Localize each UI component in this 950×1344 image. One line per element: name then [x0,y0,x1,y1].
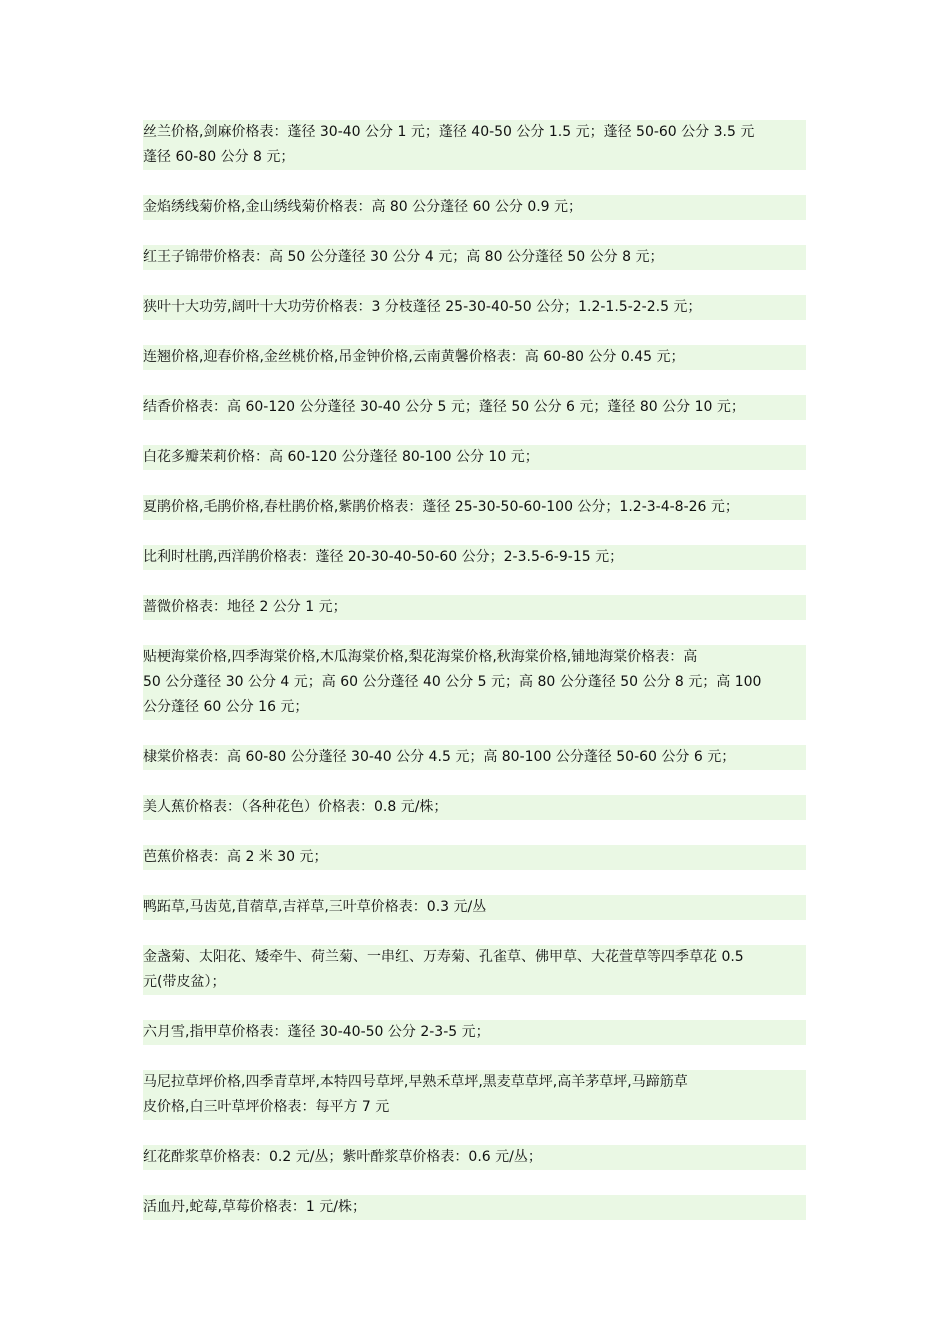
price-entry: 美人蕉价格表：（各种花色）价格表：0.8 元/株； [143,795,806,820]
price-entry: 六月雪,指甲草价格表：蓬径 30-40-50 公分 2-3-5 元； [143,1020,806,1045]
price-entry: 鸭跖草,马齿苋,苜蓿草,吉祥草,三叶草价格表：0.3 元/丛 [143,895,806,920]
price-entry: 蔷微价格表：地径 2 公分 1 元； [143,595,806,620]
price-entry: 狭叶十大功劳,阔叶十大功劳价格表：3 分枝蓬径 25-30-40-50 公分；1.2-1.5-2-2.5 元； [143,295,806,320]
price-entry: 贴梗海棠价格,四季海棠价格,木瓜海棠价格,梨花海棠价格,秋海棠价格,铺地海棠价格表：高 50 公分蓬径 30 公分 4 元；高 60 公分蓬径 40 公分 5 元；高 80 公分蓬径 50 公分 8 元；高 100 公分蓬径 60 公分 16 元； [143,645,806,720]
price-entry: 马尼拉草坪价格,四季青草坪,本特四号草坪,早熟禾草坪,黑麦草草坪,高羊茅草坪,马蹄筋草 皮价格,白三叶草坪价格表：每平方 7 元 [143,1070,806,1120]
price-entry: 丝兰价格,剑麻价格表：蓬径 30-40 公分 1 元；蓬径 40-50 公分 1.5 元；蓬径 50-60 公分 3.5 元 蓬径 60-80 公分 8 元； [143,120,806,170]
price-entry: 金盏菊、太阳花、矮牵牛、荷兰菊、一串红、万寿菊、孔雀草、佛甲草、大花萱草等四季草花 0.5 元(带皮盆）； [143,945,806,995]
price-entry: 结香价格表：高 60-120 公分蓬径 30-40 公分 5 元；蓬径 50 公分 6 元；蓬径 80 公分 10 元； [143,395,806,420]
price-entry: 金焰绣线菊价格,金山绣线菊价格表：高 80 公分蓬径 60 公分 0.9 元； [143,195,806,220]
price-entry: 比利时杜鹃,西洋鹃价格表：蓬径 20-30-40-50-60 公分；2-3.5-6-9-15 元； [143,545,806,570]
price-entry: 红王子锦带价格表：高 50 公分蓬径 30 公分 4 元；高 80 公分蓬径 50 公分 8 元； [143,245,806,270]
price-entry: 连翘价格,迎春价格,金丝桃价格,吊金钟价格,云南黄馨价格表：高 60-80 公分 0.45 元； [143,345,806,370]
price-list [143,120,806,1245]
price-entry: 芭蕉价格表：高 2 米 30 元； [143,845,806,870]
price-entry: 白花多瓣茉莉价格：高 60-120 公分蓬径 80-100 公分 10 元； [143,445,806,470]
price-entry: 棣棠价格表：高 60-80 公分蓬径 30-40 公分 4.5 元；高 80-100 公分蓬径 50-60 公分 6 元； [143,745,806,770]
price-entry: 红花酢浆草价格表：0.2 元/丛；紫叶酢浆草价格表：0.6 元/丛； [143,1145,806,1170]
price-entry: 活血丹,蛇莓,草莓价格表：1 元/株； [143,1195,806,1220]
price-entry: 夏鹃价格,毛鹃价格,春杜鹃价格,紫鹃价格表：蓬径 25-30-50-60-100 公分；1.2-3-4-8-26 元； [143,495,806,520]
